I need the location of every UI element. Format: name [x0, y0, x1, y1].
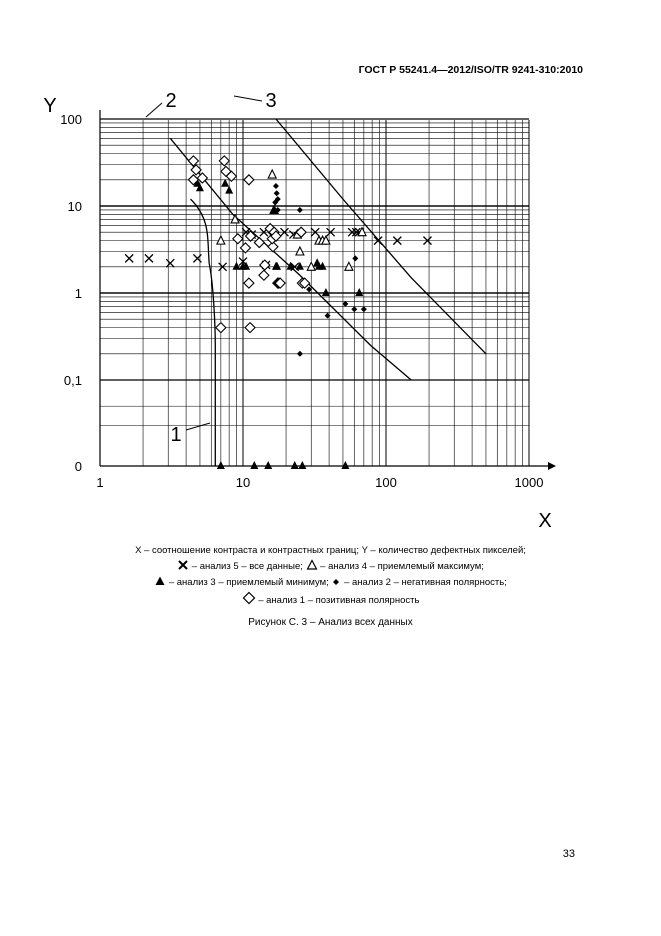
y-tick-label: 0,1 [63, 373, 82, 388]
x-tick-label: 1 [96, 475, 104, 490]
open-triangle-marker [268, 170, 276, 178]
open-triangle-marker [296, 247, 304, 255]
filled-triangle-marker [232, 262, 240, 270]
filled-triangle-marker [298, 461, 306, 469]
x-axis-label: X [538, 510, 552, 532]
cross-marker [166, 259, 174, 267]
filled-triangle-marker [291, 461, 299, 469]
filled-diamond-marker [274, 190, 280, 196]
open-diamond-marker [244, 278, 254, 288]
y-tick-label: 100 [60, 112, 82, 127]
filled-diamond-marker [352, 255, 358, 261]
open-diamond-marker [233, 234, 243, 244]
open-diamond-marker [245, 323, 255, 333]
boundary-curve-2 [170, 138, 411, 380]
cross-marker-icon [177, 559, 189, 571]
legend-row-3 [0, 575, 661, 591]
legend-row-4 [0, 591, 661, 607]
open-diamond-marker [259, 270, 269, 280]
legend-row-2 [0, 559, 661, 575]
boundary-curves [146, 90, 486, 466]
open-triangle-marker [217, 236, 225, 244]
filled-diamond-marker [297, 351, 303, 357]
x-tick-label: 1000 [514, 475, 544, 490]
filled-triangle-marker [296, 262, 304, 270]
filled-triangle-marker [355, 288, 363, 296]
filled-diamond-marker-icon [331, 577, 341, 587]
open-diamond-marker [244, 175, 254, 185]
open-diamond-marker [216, 323, 226, 333]
legend-analysis3: – анализ 3 – приемлемый минимум; [168, 577, 329, 588]
filled-diamond-marker [325, 313, 331, 319]
legend-analysis4: – анализ 4 – приемлемый максимум; [320, 561, 484, 572]
curve-label-1: 1 [170, 424, 182, 446]
open-diamond-marker [254, 238, 264, 248]
tick-labels [60, 112, 543, 490]
chart-grid [100, 119, 529, 466]
filled-triangle-marker [250, 461, 258, 469]
legend-analysis2: – анализ 2 – негативная полярность; [344, 577, 507, 588]
curve-leader-line [186, 423, 210, 430]
boundary-curve-1 [191, 199, 216, 466]
x-axis-arrow-icon [548, 462, 556, 470]
figure-legend [0, 543, 661, 607]
filled-triangle-marker [225, 186, 233, 194]
filled-triangle-marker-icon [154, 575, 166, 587]
open-diamond-marker [260, 260, 270, 270]
x-tick-label: 100 [375, 475, 397, 490]
legend-analysis5: – анализ 5 – все данные; [191, 561, 303, 572]
filled-diamond-marker [297, 207, 303, 213]
curve-leader-line [234, 96, 262, 101]
document-header: ГОСТ Р 55241.4—2012/ISO/TR 9241-310:2010 [358, 64, 583, 76]
curve-label-3: 3 [265, 90, 277, 112]
curve-leader-line [146, 103, 162, 117]
filled-triangle-marker [322, 288, 330, 296]
filled-triangle-marker [217, 461, 225, 469]
x-tick-label: 10 [235, 475, 251, 490]
page-number: 33 [562, 848, 575, 860]
legend-analysis1: – анализ 1 – позитивная полярность [258, 595, 420, 606]
legend-axes-row: X – соотношение контраста и контрастных границ; Y – количество дефектных пикселей; [135, 545, 526, 556]
filled-triangle-marker [341, 461, 349, 469]
open-triangle-marker-icon [306, 559, 318, 571]
curve-label-2: 2 [165, 90, 177, 112]
filled-diamond-marker [342, 301, 348, 307]
open-triangle-marker [307, 262, 315, 270]
y-tick-label: 10 [67, 199, 82, 214]
filled-diamond-marker [351, 306, 357, 312]
y-tick-label: 1 [74, 286, 82, 301]
filled-triangle-marker [264, 461, 272, 469]
filled-diamond-marker [361, 306, 367, 312]
cross-marker [125, 254, 133, 262]
y-tick-label: 0 [74, 459, 82, 474]
open-diamond-marker-icon [242, 591, 256, 605]
open-triangle-marker [345, 262, 353, 270]
filled-diamond-marker [273, 183, 279, 189]
y-axis-label: Y [43, 95, 57, 117]
cross-marker [145, 254, 153, 262]
figure-caption: Рисунок С. 3 – Анализ всех данных [248, 617, 413, 628]
